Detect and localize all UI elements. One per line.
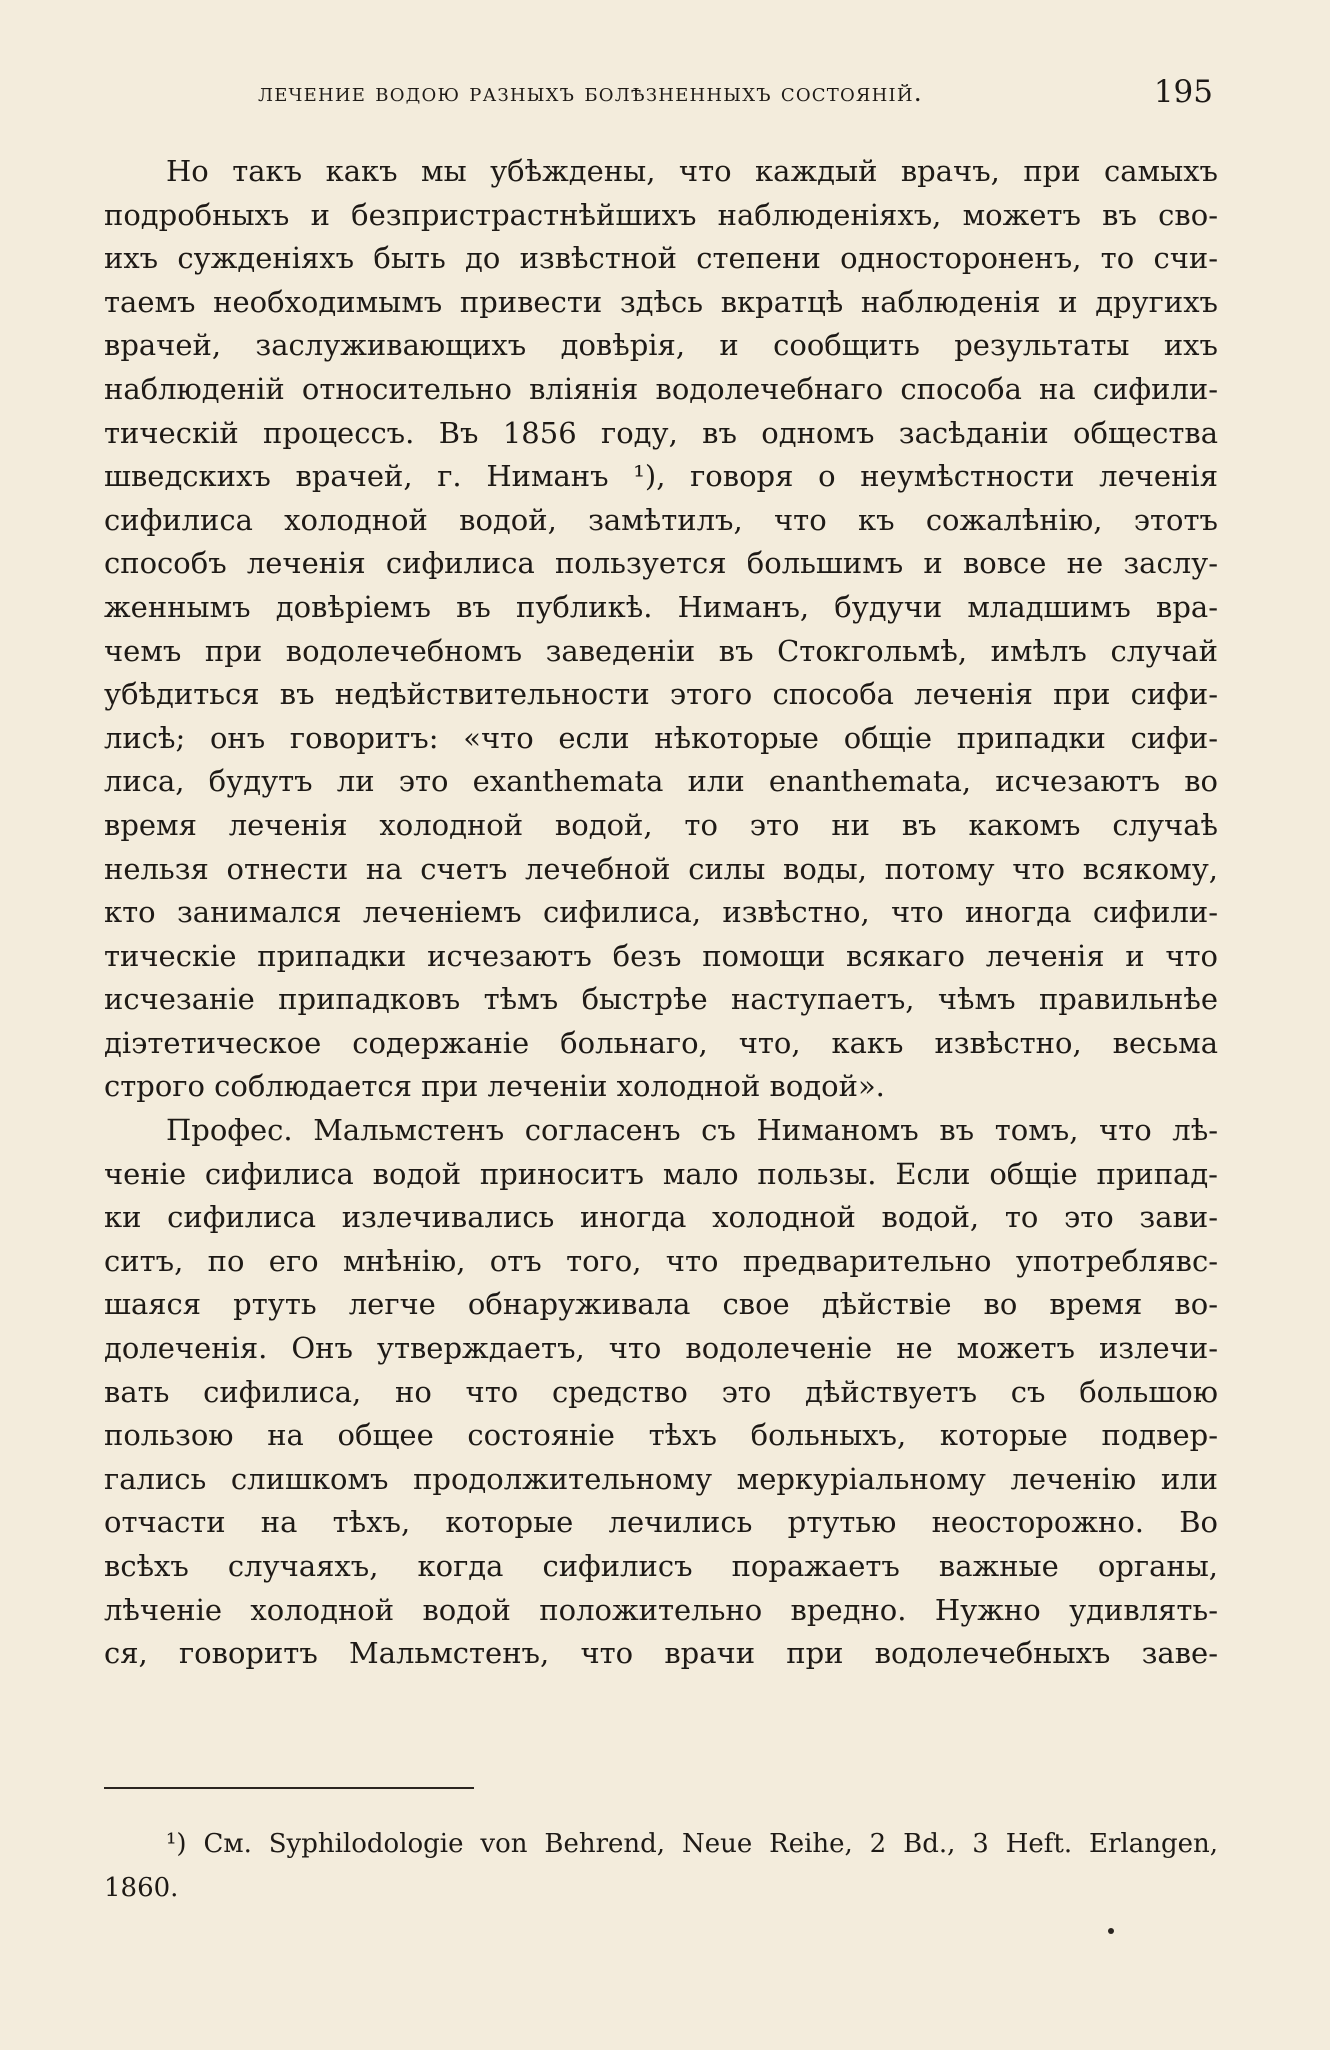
text-line: чемъ при водолечебномъ заведеніи въ Стокгольмѣ, имѣлъ случай [104,633,1218,668]
text-line: ки сифилиса излечивались иногда холодной водой, то это зави- [104,1200,1218,1235]
text-line: діэтетическое содержаніе больнаго, что, какъ извѣстно, весьма [104,1025,1218,1060]
text-line: ченіе сифилиса водой приноситъ мало пользы. Если общіе припад- [104,1156,1218,1191]
text-line: таемъ необходимымъ привести здѣсь вкратцѣ наблюденія и другихъ [104,284,1218,319]
body-text [104,150,1218,1676]
ink-speck [1108,1928,1114,1934]
text-line: подробныхъ и безпристрастнѣйшихъ наблюденіяхъ, можетъ въ сво- [104,197,1218,232]
text-line: шведскихъ врачей, г. Ниманъ ¹), говоря о неумѣстности леченія [104,459,1218,494]
text-line: строго соблюдается при леченіи холодной водой». [104,1069,885,1104]
text-line: кто занимался леченіемъ сифилиса, извѣстно, что иногда сифили- [104,895,1218,930]
running-title: лечение водою разныхъ болѣзненныхъ состояній. [258,78,923,107]
text-line: Но такъ какъ мы убѣждены, что каждый врачъ, при самыхъ [166,154,1218,188]
text-line: врачей, заслуживающихъ довѣрія, и сообщить результаты ихъ [104,328,1218,363]
text-line: время леченія холодной водой, то это ни въ какомъ случаѣ [104,807,1218,842]
text-line: тическіе припадки исчезаютъ безъ помощи всякаго леченія и что [104,938,1218,973]
text-line: отчасти на тѣхъ, которые лечились ртутью неосторожно. Во [104,1505,1218,1540]
text-line: Профес. Мальмстенъ согласенъ съ Ниманомъ въ томъ, что лѣ- [166,1113,1218,1148]
text-line: долеченія. Онъ утверждаетъ, что водолеченіе не можетъ излечи- [104,1331,1218,1366]
text-line: исчезаніе припадковъ тѣмъ быстрѣе наступаетъ, чѣмъ правильнѣе [104,982,1218,1017]
text-line: ся, говоритъ Мальмстенъ, что врачи при водолечебныхъ заве- [104,1636,1218,1671]
text-line: способъ леченія сифилиса пользуется большимъ и вовсе не заслу- [104,546,1218,581]
page-number: 195 [1153,74,1213,110]
text-line: наблюденій относительно вліянія водолечебнаго способа на сифили- [104,371,1218,406]
text-line: тическій процессъ. Въ 1856 году, въ одномъ засѣданіи общества [104,415,1218,450]
text-line: всѣхъ случаяхъ, когда сифилисъ поражаетъ важные органы, [104,1549,1218,1583]
text-line: ихъ сужденіяхъ быть до извѣстной степени одностороненъ, то счи- [104,241,1218,276]
text-line: убѣдиться въ недѣйствительности этого способа леченія при сифи- [104,677,1218,712]
text-line: шаяся ртуть легче обнаруживала свое дѣйствіе во время во- [104,1287,1218,1322]
text-line: сифилиса холодной водой, замѣтилъ, что къ сожалѣнію, этотъ [104,502,1218,537]
text-line: пользою на общее состояніе тѣхъ больныхъ, которые подвер- [104,1418,1218,1453]
footnote [104,1822,1218,1910]
text-line: лисѣ; онъ говоритъ: «что если нѣкоторые общіе припадки сифи- [104,720,1218,755]
footnote-divider [104,1787,474,1789]
text-line: нельзя отнести на счетъ лечебной силы воды, потому что всякому, [104,851,1218,886]
text-line: вать сифилиса, но что средство это дѣйствуетъ съ большою [104,1374,1218,1409]
text-line: лиса, будутъ ли это exanthemata или enanthemata, исчезаютъ во [104,764,1218,799]
text-line: ситъ, по его мнѣнію, отъ того, что предварительно употреблявс- [104,1243,1218,1278]
footnote-line: ¹) См. Syphilodologie von Behrend, Neue Reihe, 2 Bd., 3 Heft. Erlangen, [166,1829,1218,1859]
footnote-line: 1860. [104,1873,179,1903]
text-line: гались слишкомъ продолжительному меркуріальному леченію или [104,1461,1218,1496]
text-line: женнымъ довѣріемъ въ публикѣ. Ниманъ, будучи младшимъ вра- [104,589,1218,624]
text-line: лѣченіе холодной водой положительно вредно. Нужно удивлять- [104,1592,1218,1627]
